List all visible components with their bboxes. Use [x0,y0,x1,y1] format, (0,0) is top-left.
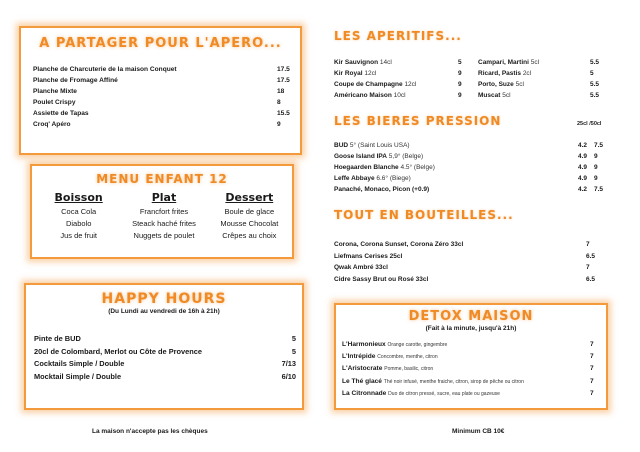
list-item [34,371,296,384]
list-item [334,239,596,251]
list-item [478,79,598,90]
item-price-50cl: 9 [594,153,598,160]
bouteilles-list [334,239,596,285]
item-volume: 5cl [515,81,524,88]
list-item [334,162,606,173]
item-name: L'Intrépide [342,353,376,361]
item-name: Américano Maison [334,92,392,99]
list-item [334,184,606,195]
list-item [334,173,606,184]
item-price-50cl: 9 [594,175,598,182]
item-description: Thé noir infusé, menthe fraiche, citron, sirop de pêche ou citron [383,378,524,385]
item-price-25cl: 4.9 [578,164,588,171]
item-price: 7 [590,389,594,397]
footer-minimum-cb: Minimum CB 10€ [452,428,505,435]
list-item: Nuggets de poulet [133,231,195,240]
partager-list [33,64,291,130]
item-name: L'Harmonieux [342,341,386,348]
item-price-25cl: 4.2 [578,142,588,149]
item-description: Orange carotte, gingembre [387,342,448,348]
item-name: Mocktail Simple / Double [34,371,122,381]
item-description: Pomme, basilic, citron [384,366,434,373]
list-item [33,86,291,97]
item-price: 9 [458,81,462,88]
item-name: Liefmans Cerises 25cl [334,252,403,260]
bieres-title: LES BIERES PRESSION [334,114,502,128]
happy-hours-list [34,333,296,383]
item-volume: 2cl [522,70,532,77]
item-description: Duo de citron pressé, sucre, eau plate ou gazeuse [388,390,500,397]
item-price-25cl: 4.9 [578,153,588,160]
item-name: Kir Sauvignon [334,59,379,66]
item-price: 9 [458,70,462,77]
list-item: Jus de fruit [60,231,97,240]
list-item: Francfort frites [139,207,189,216]
item-detail: 4.5° (Belge) [400,164,435,171]
menu-enfant-columns [36,191,292,242]
item-price: 7/13 [281,359,296,368]
item-price: 9 [277,121,281,128]
item-detail: 5,9° (Belge) [388,153,424,160]
item-price-50cl: 9 [594,164,598,171]
item-price: 17.5 [277,66,290,73]
item-price: 5 [291,346,296,356]
item-name: Hoegaarden Blanche [334,164,399,171]
happy-hours-title: HAPPY HOURS [101,291,227,307]
item-name: Planche de Charcuterie de la maison Conquet [33,66,177,73]
item-name: Porto, Suze [478,81,514,88]
item-price-50cl: 7.5 [594,186,604,193]
list-item: Diabolo [65,219,92,228]
list-item [33,75,291,86]
menu-enfant-title: MENU ENFANT 12 [96,172,228,186]
list-item [33,119,291,130]
item-volume: 12cl [364,70,377,77]
list-item: Boule de glace [224,207,275,216]
list-item [334,140,606,151]
partager-title: A PARTAGER POUR L'APERO... [39,36,282,51]
list-item [33,108,291,119]
bouteilles-title: TOUT EN BOUTEILLES... [334,208,514,222]
item-name: La Citronnade [342,389,387,397]
item-price: 6.5 [586,252,596,260]
item-name: BUD [334,142,349,149]
item-price: 18 [277,88,285,95]
column-heading: Boisson [54,191,103,204]
list-item [334,274,596,286]
list-item [334,90,466,101]
item-name: Croq' Apéro [33,121,71,128]
item-price: 5.5 [590,81,600,88]
aperitifs-list-left [334,57,466,101]
item-price: 5 [590,70,594,77]
list-item [334,151,606,162]
column-heading: Plat [151,191,177,204]
item-name: Goose Island IPA [334,153,387,160]
item-price: 7 [590,365,594,373]
column-heading: Dessert [225,191,274,204]
enfant-column-boisson [36,191,120,242]
item-volume: 12cl [404,81,417,88]
item-price: 5 [291,334,296,343]
item-name: Assiette de Tapas [33,110,89,117]
list-item [334,79,466,90]
item-price: 6.5 [586,275,596,283]
item-name: Pinte de BUD [34,334,81,343]
list-item [342,388,600,400]
item-price-25cl: 4.2 [578,186,588,193]
item-price: 7 [590,353,594,361]
aperitifs-title: LES APERITIFS... [334,29,462,43]
item-price: 7 [590,377,594,385]
item-name: Muscat [478,92,501,99]
list-item [478,68,598,79]
item-volume: 5cl [530,59,540,66]
item-price: 5.5 [590,92,600,99]
detox-section [334,303,608,410]
item-price-50cl: 7.5 [594,142,604,149]
list-item [478,90,598,101]
enfant-column-dessert [207,191,291,242]
item-name: Ricard, Pastis [478,70,521,77]
list-item [334,251,596,263]
item-name: Cocktails Simple / Double [34,359,125,368]
list-item: Steack haché frites [132,219,196,228]
item-price: 15.5 [277,110,290,117]
enfant-column-plat [122,191,206,242]
list-item [34,358,296,371]
item-name: Cidre Sassy Brut ou Rosé 33cl [334,275,429,283]
bieres-size-header: 25cl /50cl [577,121,602,127]
detox-title: DETOX MAISON [408,309,534,324]
item-name: Planche Mixte [33,88,77,95]
list-item [34,346,296,359]
item-price: 9 [458,92,462,99]
item-name: Qwak Ambré 33cl [334,264,388,271]
list-item [342,351,600,363]
item-name: Kir Royal [334,70,363,77]
item-price: 7 [586,264,590,271]
item-price: 7 [590,341,594,348]
item-name: Poulet Crispy [33,99,76,106]
list-item [33,97,291,108]
item-volume: 10cl [393,92,406,99]
item-name: Leffe Abbaye [334,175,375,182]
item-description: Concombre, menthe, citron [377,354,438,361]
detox-subtitle: (Fait à la minute, jusqu'à 21h) [425,325,517,332]
list-item [342,339,600,351]
aperitifs-list-right [478,57,598,101]
item-price: 5 [458,59,462,66]
list-item [342,376,600,388]
item-name: Campari, Martini [478,59,529,66]
item-price-25cl: 4.9 [578,175,588,182]
list-item [33,64,291,75]
item-detail: 5° (Saint Louis USA) [349,142,410,149]
item-name: Coupe de Champagne [334,81,403,88]
partager-section [19,26,302,155]
item-price: 5.5 [590,59,600,66]
list-item [342,363,600,375]
item-price: 8 [277,99,281,106]
item-name: Le Thé glacé [342,377,382,385]
happy-hours-section [24,283,304,410]
happy-hours-subtitle: (Du Lundi au vendredi de 16h à 21h) [108,308,220,315]
list-item [334,68,466,79]
menu-enfant-section [30,164,294,259]
item-name: Panaché, Monaco, Picon (+0.9) [334,186,430,193]
bieres-list [334,140,606,195]
list-item: Crêpes au choix [222,231,277,240]
item-volume: 5cl [502,92,511,99]
item-price: 17.5 [277,77,290,84]
list-item [334,57,466,68]
list-item: Mousse Chocolat [220,219,279,228]
list-item [478,57,598,68]
item-name: L'Aristocrate [342,365,383,373]
list-item: Coca Cola [61,207,97,216]
list-item [334,262,596,274]
list-item [34,333,296,346]
item-price: 7 [586,241,590,248]
item-volume: 14cl [379,59,392,66]
item-name: Planche de Fromage Affiné [33,77,118,84]
footer-no-cheques: La maison n'accepte pas les chèques [92,428,208,435]
item-detail: 6.6° (Biege) [376,175,411,182]
item-name: Corona, Corona Sunset, Corona Zéro 33cl [334,241,464,248]
item-price: 6/10 [281,371,296,381]
detox-list [342,339,600,400]
item-name: 20cl de Colombard, Merlot ou Côte de Provence [34,346,202,356]
